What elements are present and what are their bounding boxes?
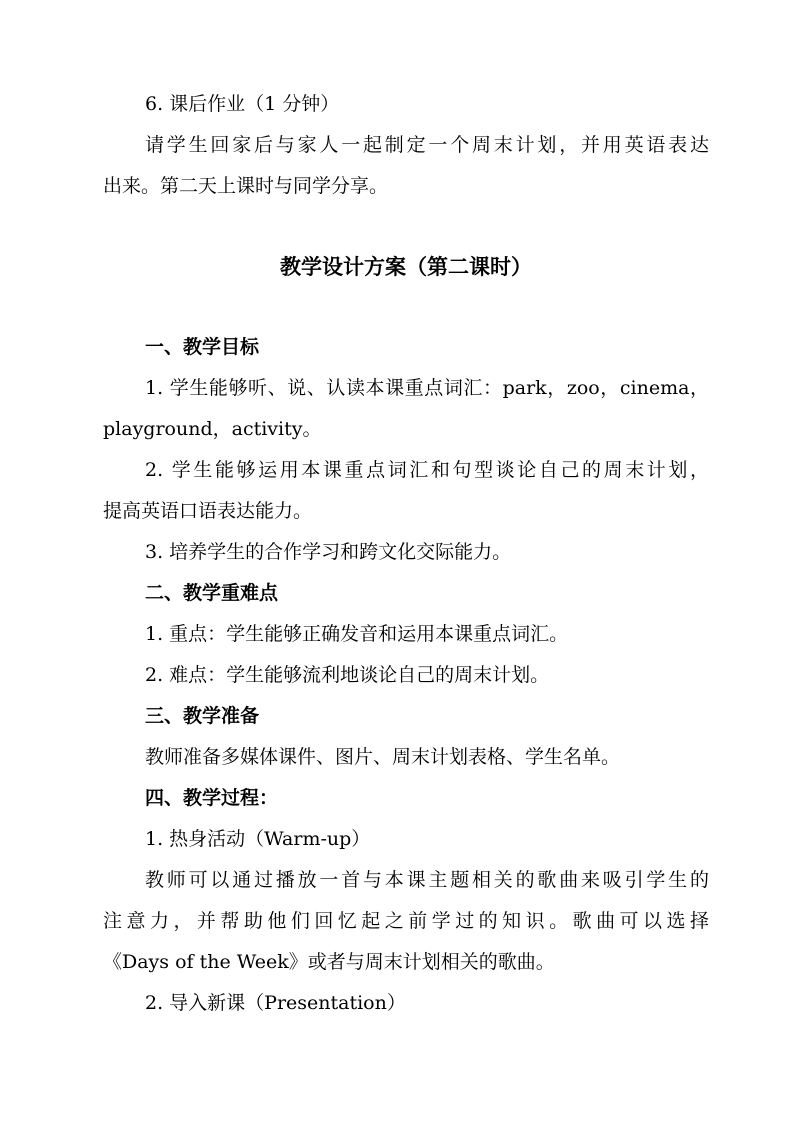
section-heading-process: 四、教学过程：: [145, 787, 279, 809]
objective-item-text-line: 2. 学生能够运用本课重点词汇和句型谈论自己的周末计划，: [145, 459, 709, 481]
objective-item-text-line: 1. 学生能够听、说、认读本课重点词汇：park，zoo，cinema，: [145, 377, 709, 399]
section-heading-key-points: 二、教学重难点: [145, 582, 279, 604]
process-step-text-line: 教师可以通过播放一首与本课主题相关的歌曲来吸引学生的: [145, 869, 709, 891]
process-step-text-line: 注意力，并帮助他们回忆起之前学过的知识。歌曲可以选择: [103, 910, 709, 932]
document-title: 教学设计方案（第二课时）: [280, 254, 532, 279]
objective-item-text-line: 提高英语口语表达能力。: [103, 500, 313, 522]
section-heading-objectives: 一、教学目标: [145, 336, 260, 358]
process-step-text-line: 《Days of the Week》或者与周末计划相关的歌曲。: [103, 951, 555, 973]
homework-text-line: 出来。第二天上课时与同学分享。: [103, 175, 389, 197]
key-point-item: 1. 重点：学生能够正确发音和运用本课重点词汇。: [145, 623, 569, 645]
section-heading-preparation: 三、教学准备: [145, 705, 260, 727]
process-step-heading: 2. 导入新课（Presentation）: [145, 992, 406, 1014]
key-point-item: 2. 难点：学生能够流利地谈论自己的周末计划。: [145, 664, 550, 686]
homework-text-line: 请学生回家后与家人一起制定一个周末计划，并用英语表达: [145, 134, 709, 156]
process-step-heading: 1. 热身活动（Warm-up）: [145, 828, 371, 850]
objective-item-text: 3. 培养学生的合作学习和跨文化交际能力。: [145, 541, 512, 563]
preparation-text: 教师准备多媒体课件、图片、周末计划表格、学生名单。: [145, 746, 621, 768]
homework-heading: 6. 课后作业（1 分钟）: [145, 93, 340, 115]
objective-item-text-line: playground，activity。: [103, 418, 322, 440]
